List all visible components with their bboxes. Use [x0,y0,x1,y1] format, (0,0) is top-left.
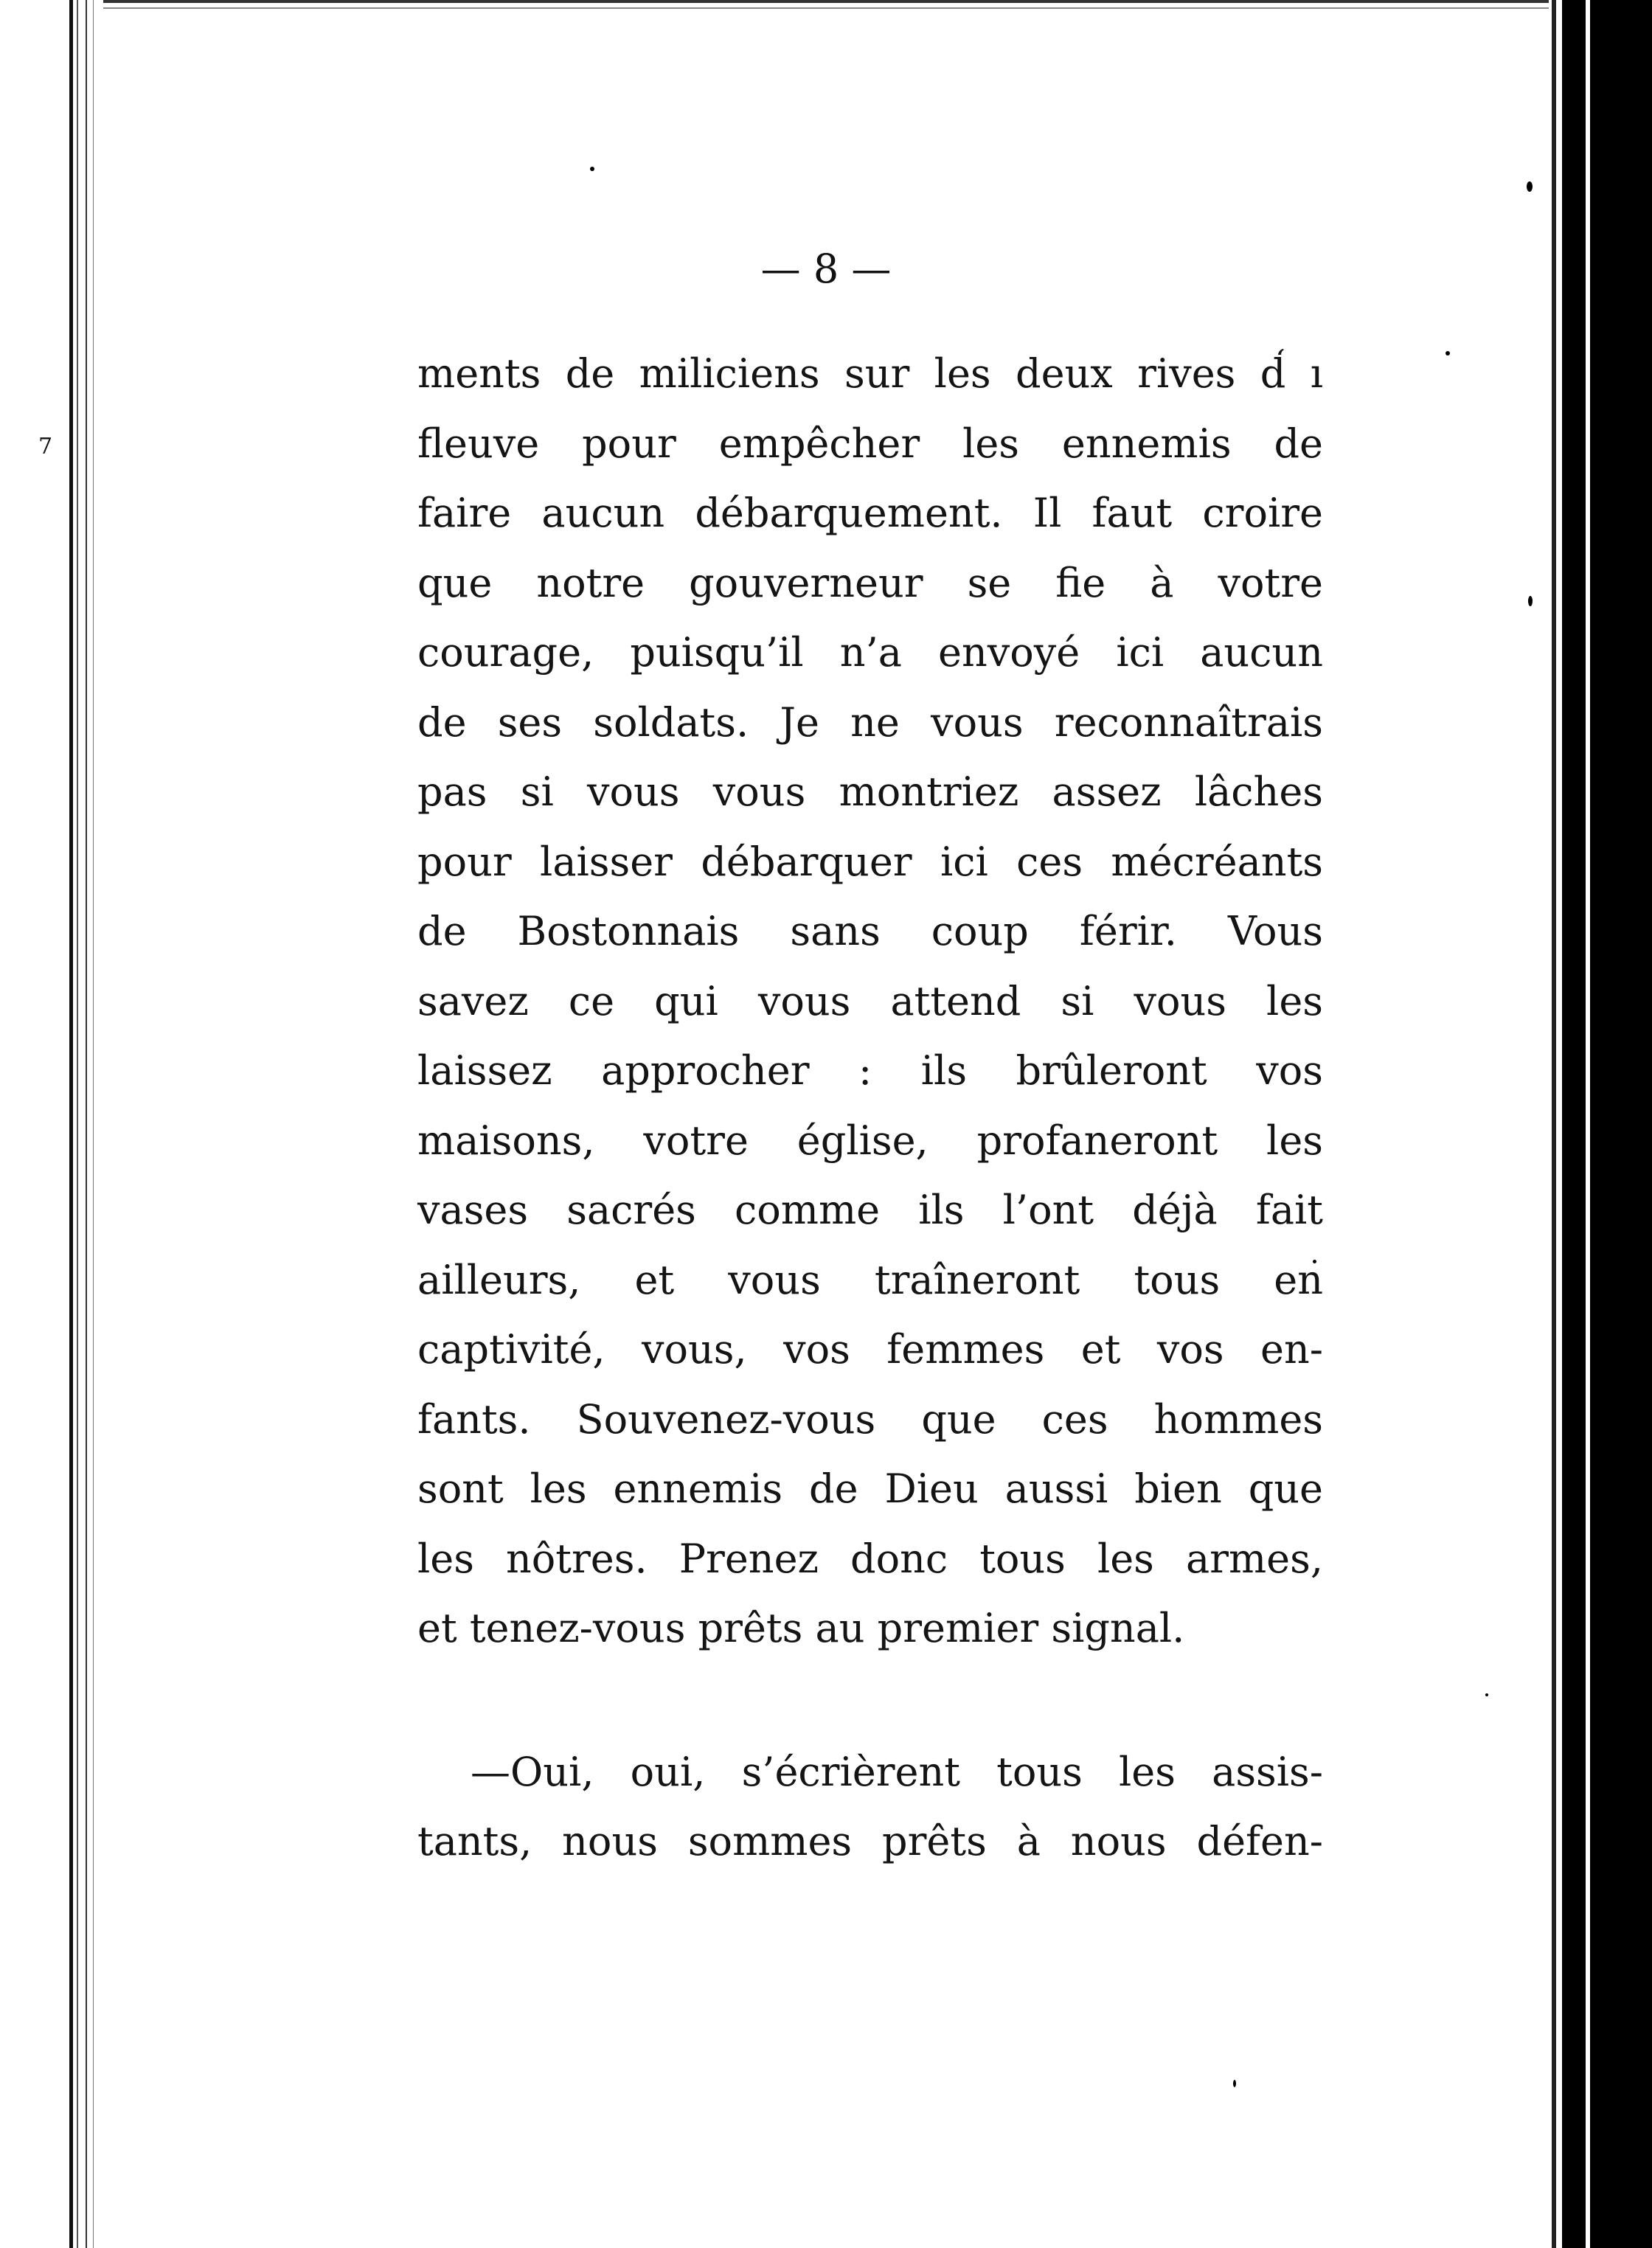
text-line: sont les ennemis de Dieu aussi bien que [417,1465,1323,1512]
text-line: ailleurs, et vous traîneront tous en [417,1256,1323,1303]
text-line: fants. Souvenez-vous que ces hommes [417,1395,1323,1443]
text-line: tants, nous sommes prêts à nous défen- [417,1818,1323,1864]
left-binding-edge [0,0,111,2248]
dust-speck [1233,2080,1236,2087]
text-line: fleuve pour empêcher les ennemis de [417,420,1323,467]
dust-speck [1528,596,1533,606]
text-line: —Oui, oui, s’écrièrent tous les assis- [471,1748,1323,1795]
text-line: les nôtres. Prenez donc tous les armes, [417,1535,1323,1582]
text-line: maisons, votre église, profaneront les [417,1117,1323,1164]
dust-speck [590,167,594,171]
text-line: laissez approcher : ils brûleront vos [417,1047,1323,1094]
text-line: courage, puisqu’il n’a envoyé ici aucun [417,629,1323,676]
top-scan-edge [103,0,1549,16]
dust-speck [1527,181,1533,192]
right-binding-edge [1534,0,1652,2248]
text-line: pour laisser débarquer ici ces mécréants [417,838,1323,885]
paragraph [417,1738,1323,1877]
text-line: pas si vous vous montriez assez lâches [417,769,1323,815]
text-line: de Bostonnais sans coup férir. Vous [417,908,1323,954]
text-line: ments de miliciens sur les deux rives d̒ ı [417,350,1323,397]
paragraph-spacer [417,1664,1323,1738]
dust-speck [1485,1693,1488,1696]
text-line: captivité, vous, vos femmes et vos en- [417,1326,1323,1373]
text-line: savez ce qui vous attend si vous les [417,977,1323,1024]
dust-speck [1446,351,1450,355]
text-line: que notre gouverneur se fie à votre [417,559,1323,606]
text-line: et tenez-vous prêts au premier signal. [417,1605,1185,1651]
margin-mark: 7 [38,434,53,459]
page-number: — 8 — [760,246,892,292]
text-line: faire aucun débarquement. Il faut croire [417,490,1323,536]
body-text [417,339,1323,1877]
text-line: de ses soldats. Je ne vous reconnaîtrais [417,698,1323,746]
text-line: vases sacrés comme ils l’ont déjà fait [417,1187,1323,1233]
paragraph [417,339,1323,1664]
